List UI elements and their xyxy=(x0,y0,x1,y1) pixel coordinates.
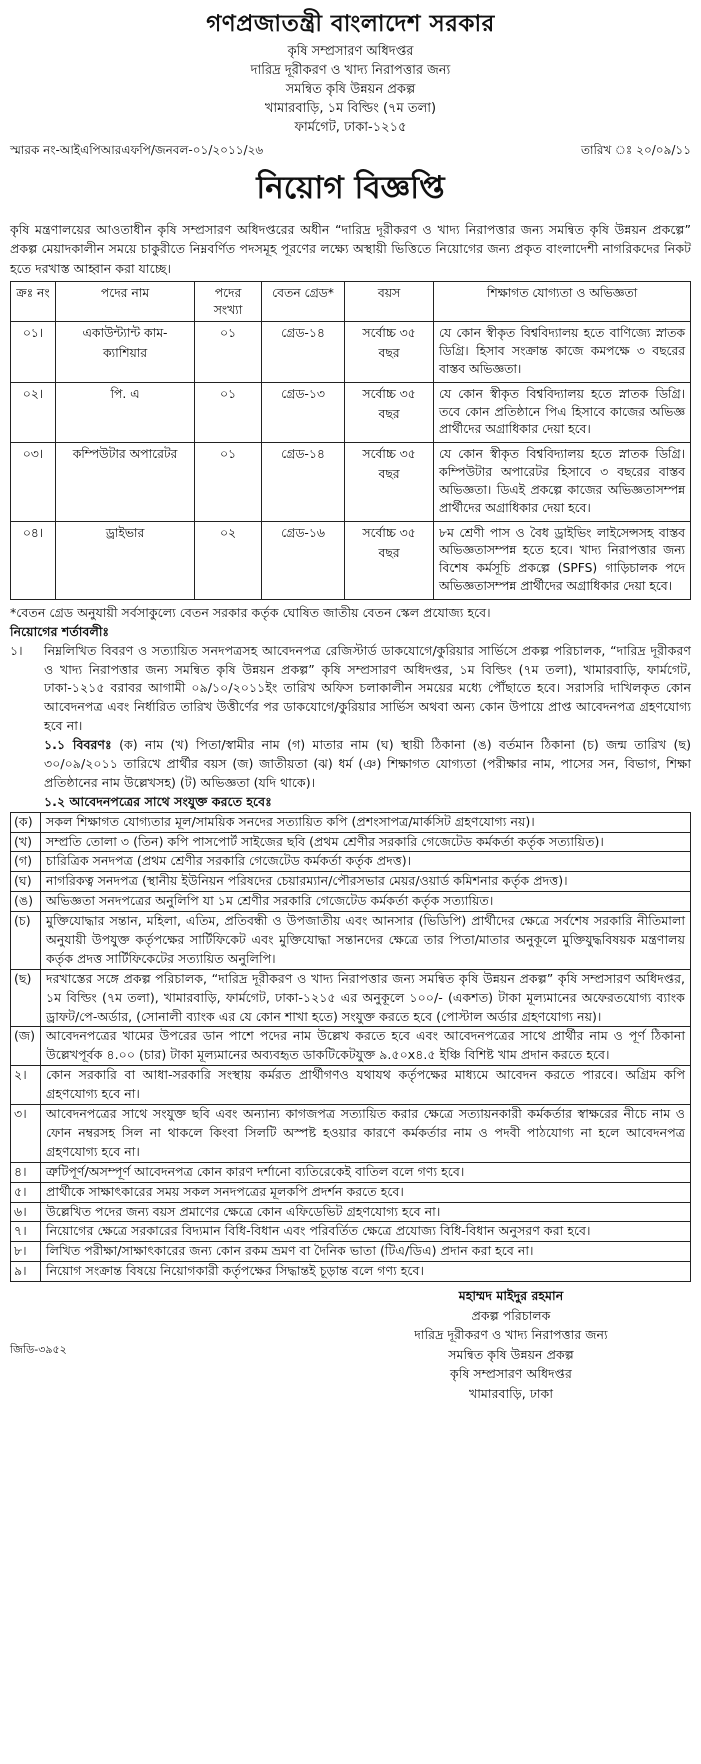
item-text: চারিত্রিক সনদপত্র (প্রথম শ্রেণীর সরকারি গেজেটেড কর্মকর্তা কর্তৃক প্রদত্ত)। xyxy=(46,853,412,869)
list-item xyxy=(11,970,690,1028)
item-letter: (ঙ) xyxy=(11,892,41,911)
item-letter: (ছ) xyxy=(11,970,41,1027)
item-text: প্রার্থীকে সাক্ষাৎকারের সময় সকল সনদপত্রের মূলকপি প্রদর্শন করতে হবে। xyxy=(46,1183,404,1199)
row-grade: গ্রেড-১৪ xyxy=(262,322,345,382)
item-text: উল্লেখিত পদের জন্য বয়স প্রমাণের ক্ষেত্রে কোন এফিডেভিট গ্রহণযোগ্য হবে না। xyxy=(46,1203,441,1219)
details-label: ১.১ বিবরণঃ xyxy=(44,737,112,753)
row-post: একাউন্ট্যান্ট কাম-ক্যাশিয়ার xyxy=(56,322,195,382)
signatory-line-1: দারিদ্র দূরীকরণ ও খাদ্য নিরাপত্তার জন্য xyxy=(414,1327,608,1343)
item-number: ৪। xyxy=(11,1163,41,1182)
item-text: আবেদনপত্রের খামের উপরের ডান পাশে পদের নাম উল্লেখ করতে হবে এবং আবেদনপত্রের সাথে প্রার্থীর নাম ও পূর্ণ ঠিকানা উল্লেখপূর্বক ৪.০০ (চার) টাকা মূল্যমানের অব্যবহৃত ডাকটিকেটযুক্ত ৯.৫০x৪.৫ ইঞ্চি বিশিষ্ট খাম প্রদান করতে হবে। xyxy=(46,1028,685,1063)
row-serial: ০২। xyxy=(11,382,56,442)
table-row xyxy=(11,521,691,599)
list-item xyxy=(11,1066,690,1105)
item-text: আবেদনপত্রের সাথে সংযুক্ত ছবি এবং অন্যান্য কাগজপত্র সত্যায়িত করার ক্ষেত্রে সত্যায়নকারী কর্মকর্তার স্বাক্ষরের নীচে নাম ও ফোন নম্বরসহ সিল না থাকলে কিংবা সিলটি অস্পষ্ট হওয়ার কারণে কর্মকর্তার নাম ও পদবী পাঠযোগ্য না হলে আবেদনপত্র গ্রহণযোগ্য হবে না। xyxy=(46,1106,685,1159)
row-grade: গ্রেড-১৩ xyxy=(262,382,345,442)
item-text: সম্প্রতি তোলা ৩ (তিন) কপি পাসপোর্ট সাইজের ছবি (প্রথম শ্রেণীর সরকারি গেজেটেড কর্মকর্তা কর্তৃক সত্যায়িত)। xyxy=(46,833,604,849)
condition-text: নিম্নলিখিত বিবরণ ও সত্যায়িত সনদপত্রসহ আবেদনপত্র রেজিস্টার্ড ডাকযোগে/কুরিয়ার সার্ভিসে প্রকল্প পরিচালক, “দারিদ্র দূরীকরণ ও খাদ্য নিরাপত্তার জন্য সমন্বিত কৃষি উন্নয়ন প্রকল্প” কৃষি সম্প্রসারণ অধিদপ্তর, ১ম বিল্ডিং (৭ম তলা), খামারবাড়ি, ফার্মগেট, ঢাকা-১২১৫ বরাবর আগামী ০৯/১০/২০১১ইং তারিখ অফিস চলাকালীন সময়ের মধ্যে পৌঁছাতে হবে। সরাসরি দাখিলকৃত কোন আবেদনপত্র এবং নির্ধারিত তারিখ উত্তীর্ণের পর ডাকযোগে/কুরিয়ার সার্ভিস অথবা অন্য কোন উপায়ে প্রাপ্ত আবেদনপত্র গ্রহণযোগ্য হবে না। xyxy=(44,642,691,734)
col-post: পদের নাম xyxy=(56,282,195,322)
item-text: নিয়োগ সংক্রান্ত বিষয়ে নিয়োগকারী কর্তৃপক্ষের সিদ্ধান্তই চূড়ান্ত বলে গণ্য হবে। xyxy=(46,1263,424,1279)
signatory-name: মহাম্মদ মাইদুর রহমান xyxy=(458,1288,564,1304)
item-number: ৫। xyxy=(11,1183,41,1202)
item-letter: (গ) xyxy=(11,852,41,871)
posts-table xyxy=(10,281,691,600)
department-name: কৃষি সম্প্রসারণ অধিদপ্তর xyxy=(287,44,414,60)
item-text: ত্রুটিপূর্ণ/অসম্পূর্ণ আবেদনপত্র কোন কারণ দর্শানো ব্যতিরেকেই বাতিল বলে গণ্য হবে। xyxy=(46,1163,465,1179)
row-count: ০১ xyxy=(195,443,262,521)
item-number: ৩। xyxy=(11,1105,41,1162)
memo-row xyxy=(10,142,691,162)
government-name: গণপ্রজাতন্ত্রী বাংলাদেশ সরকার xyxy=(206,11,495,37)
row-qualification: যে কোন স্বীকৃত বিশ্ববিদ্যালয় হতে স্নাতক ডিগ্রি। কম্পিউটার অপারেটর হিসাবে ৩ বছরের বাস্তব অভিজ্ঞতা। ডিএই প্রকল্পে কাজের অভিজ্ঞতাসম্পন্ন প্রার্থীদের অগ্রাধিকার দেয়া হবে। xyxy=(434,443,691,521)
signatory-line-2: সমন্বিত কৃষি উন্নয়ন প্রকল্প xyxy=(448,1346,574,1362)
signatory-line-4: খামারবাড়ি, ঢাকা xyxy=(469,1385,553,1401)
row-grade: গ্রেড-১৬ xyxy=(262,521,345,599)
item-number: ৭। xyxy=(11,1222,41,1241)
item-letter: (চ) xyxy=(11,912,41,969)
row-post: ড্রাইভার xyxy=(56,521,195,599)
row-count: ০১ xyxy=(195,322,262,382)
list-item xyxy=(11,813,690,833)
row-post: পি. এ xyxy=(56,382,195,442)
row-age: সর্বোচ্চ ৩৫ বছর xyxy=(345,382,434,442)
footer xyxy=(10,1286,691,1401)
row-qualification: যে কোন স্বীকৃত বিশ্ববিদ্যালয় হতে বাণিজ্যে স্নাতক ডিগ্রি। হিসাব সংক্রান্ত কাজে কমপক্ষে ৩ বছরের বাস্তব অভিজ্ঞতা। xyxy=(434,322,691,382)
details-text: (ক) নাম (খ) পিতা/স্বামীর নাম (গ) মাতার নাম (ঘ) স্থায়ী ঠিকানা (ঙ) বর্তমান ঠিকানা (চ) জন্ম তারিখ (ছ) ৩০/০৯/২০১১ তারিখে প্রার্থীর বয়স (জ) জাতীয়তা (ঝ) ধর্ম (ঞ) শিক্ষাগত যোগ্যতা (পরীক্ষার নাম, পাসের সন, বিভাগ, শিক্ষা প্রতিষ্ঠানের নাম উল্লেখসহ) (ট) অভিজ্ঞতা (যদি থাকে)। xyxy=(44,737,691,790)
list-item xyxy=(11,912,690,970)
table-row xyxy=(11,382,691,442)
row-serial: ০৪। xyxy=(11,521,56,599)
list-item xyxy=(11,1222,690,1242)
item-letter: (ঘ) xyxy=(11,872,41,891)
details-subsection xyxy=(10,736,691,793)
col-grade: বেতন গ্রেড* xyxy=(262,282,345,322)
item-letter: (ক) xyxy=(11,813,41,832)
item-number: ৬। xyxy=(11,1203,41,1222)
table-header-row xyxy=(11,282,691,322)
row-qualification: ৮ম শ্রেণী পাস ও বৈধ ড্রাইভিং লাইসেন্সসহ বাস্তব অভিজ্ঞতাসম্পন্ন হতে হবে। খাদ্য নিরাপত্তার জন্য বিশেষ কর্মসূচি প্রকল্পে (SPFS) গাড়িচালক পদে অভিজ্ঞতাসম্পন্ন প্রার্থীদের অগ্রাধিকার দেয়া হবে। xyxy=(434,521,691,599)
item-letter: (জ) xyxy=(11,1027,41,1065)
col-qualification: শিক্ষাগত যোগ্যতা ও অভিজ্ঞতা xyxy=(434,282,691,322)
list-item xyxy=(11,852,690,872)
list-item xyxy=(11,892,690,912)
item-text: নিয়োগের ক্ষেত্রে সরকারের বিদ্যমান বিধি-বিধান এবং পরিবর্তিত ক্ষেত্রে প্রযোজ্য বিধি-বিধান অনুসরণ করা হবে। xyxy=(46,1223,591,1239)
item-text: দরখাস্তের সঙ্গে প্রকল্প পরিচালক, “দারিদ্র দূরীকরণ ও খাদ্য নিরাপত্তার জন্য সমন্বিত কৃষি উন্নয়ন প্রকল্প” কৃষি সম্প্রসারণ অধিদপ্তর, ১ম বিল্ডিং (৭ম তলা), খামারবাড়ি, ফার্মগেট, ঢাকা-১২১৫ এর অনুকূলে ১০০/- (একশত) টাকা মূল্যমানের অফেরতযোগ্য ব্যাংক ড্রাফট/পে-অর্ডার, (সোনালী ব্যাংক এর যে কোন শাখা হতে) সংযুক্ত করতে হবে (পোস্টাল অর্ডার গ্রহণযোগ্য নয়)। xyxy=(46,970,685,1024)
address-line-2: ফার্মগেট, ঢাকা-১২১৫ xyxy=(294,119,407,135)
row-post: কম্পিউটার অপারেটর xyxy=(56,443,195,521)
condition-number: ১। xyxy=(10,642,23,658)
item-text: লিখিত পরীক্ষা/সাক্ষাৎকারের জন্য কোন রকম ভ্রমণ বা দৈনিক ভাতা (টিএ/ডিএ) প্রদান করা হবে না। xyxy=(46,1243,534,1259)
list-item xyxy=(11,833,690,853)
list-item xyxy=(11,1262,690,1281)
list-item xyxy=(11,1242,690,1262)
project-line-1: দারিদ্র দূরীকরণ ও খাদ্য নিরাপত্তার জন্য xyxy=(250,63,451,79)
item-number: ৮। xyxy=(11,1242,41,1261)
item-number: ৯। xyxy=(11,1262,41,1281)
list-item xyxy=(11,1163,690,1183)
item-letter: (খ) xyxy=(11,833,41,852)
row-serial: ০১। xyxy=(11,322,56,382)
letterhead xyxy=(10,8,691,138)
general-conditions-list xyxy=(10,1066,691,1282)
gd-number: জিডি-৩৯৫২ xyxy=(10,1343,67,1357)
item-text: মুক্তিযোদ্ধার সন্তান, মহিলা, এতিম, প্রতিবন্ধী ও উপজাতীয় এবং আনসার (ভিডিপি) প্রার্থীদের ক্ষেত্রে সর্বশেষ সরকারি নীতিমালা অনুযায়ী উপযুক্ত কর্তৃপক্ষের সার্টিফিকেট এবং মুক্তিযোদ্ধা সন্তানদের ক্ষেত্রে তার পিতা/মাতার অনুকূলে মুক্তিযুদ্ধবিষয়ক মন্ত্রণালয় কর্তৃক প্রদত্ত সার্টিফিকেটের সত্যায়িত অনুলিপি। xyxy=(46,913,685,966)
row-age: সর্বোচ্চ ৩৫ বছর xyxy=(345,322,434,382)
intro-paragraph: কৃষি মন্ত্রণালয়ের আওতাধীন কৃষি সম্প্রসারণ অধিদপ্তরের অধীন “দারিদ্র দূরীকরণ ও খাদ্য নিরাপত্তার জন্য সমন্বিত কৃষি উন্নয়ন প্রকল্পে” প্রকল্প মেয়াদকালীন সময়ে চাকুরীতে নিম্নবর্ণিত পদসমূহ পূরণের লক্ষ্যে অস্থায়ী ভিত্তিতে নিয়োগের জন্য প্রকৃত বাংলাদেশী নাগরিকদের নিকট হতে দরখাস্ত আহ্বান করা যাচ্ছে। xyxy=(10,221,691,276)
memo-number: স্মারক নং-আইএপিআরএফপি/জনবল-০১/২০১১/২৬ xyxy=(10,142,264,157)
col-serial: ক্রঃ নং xyxy=(11,282,56,322)
row-age: সর্বোচ্চ ৩৫ বছর xyxy=(345,443,434,521)
table-row xyxy=(11,443,691,521)
address-line-1: খামারবাড়ি, ১ম বিল্ডিং (৭ম তলা) xyxy=(264,100,437,116)
item-number: ২। xyxy=(11,1066,41,1104)
list-item xyxy=(11,1183,690,1203)
item-text: কোন সরকারি বা আধা-সরকারি সংস্থায় কর্মরত প্রার্থীগণও যথাযথ কর্তৃপক্ষের মাধ্যমে আবেদন করতে পারবে। অগ্রিম কপি গ্রহণযোগ্য হবে না। xyxy=(46,1067,685,1102)
conditions-title: নিয়োগের শর্তাবলীঃ xyxy=(10,623,110,639)
table-row xyxy=(11,322,691,382)
list-item xyxy=(11,1203,690,1223)
signature-block xyxy=(361,1286,661,1403)
signatory-designation: প্রকল্প পরিচালক xyxy=(471,1307,551,1323)
notice-page xyxy=(10,0,691,1401)
row-age: সর্বোচ্চ ৩৫ বছর xyxy=(345,521,434,599)
col-age: বয়স xyxy=(345,282,434,322)
item-text: অভিজ্ঞতা সনদপত্রের অনুলিপি যা ১ম শ্রেণীর সরকারি গেজেটেড কর্মকর্তা কর্তৃক সত্যায়িত। xyxy=(46,893,494,909)
list-item xyxy=(11,1105,690,1163)
list-item xyxy=(11,1027,690,1065)
row-grade: গ্রেড-১৪ xyxy=(262,443,345,521)
attachments-list xyxy=(10,812,691,1067)
salary-note: *বেতন গ্রেড অনুযায়ী সর্বসাকুল্যে বেতন সরকার কর্তৃক ঘোষিত জাতীয় বেতন স্কেল প্রযোজ্য হবে। xyxy=(10,604,491,620)
project-line-2: সমন্বিত কৃষি উন্নয়ন প্রকল্প xyxy=(285,82,416,98)
notice-title: নিয়োগ বিজ্ঞপ্তি xyxy=(256,169,445,206)
signatory-line-3: কৃষি সম্প্রসারণ অধিদপ্তর xyxy=(450,1366,572,1382)
list-item xyxy=(11,872,690,892)
attachments-title: ১.২ আবেদনপত্রের সাথে সংযুক্ত করতে হবেঃ xyxy=(44,793,272,809)
item-text: সকল শিক্ষাগত যোগ্যতার মূল/সাময়িক সনদের সত্যায়িত কপি (প্রশংসাপত্র/মার্কসিট গ্রহণযোগ্য নয়)। xyxy=(46,813,535,829)
item-text: নাগরিকত্ব সনদপত্র (স্থানীয় ইউনিয়ন পরিষদের চেয়ারম্যান/পৌরসভার মেয়র/ওয়ার্ড কমিশনার কর্তৃক প্রদত্ত)। xyxy=(46,873,568,889)
row-count: ০১ xyxy=(195,382,262,442)
condition-1 xyxy=(10,642,691,736)
row-qualification: যে কোন স্বীকৃত বিশ্ববিদ্যালয় হতে স্নাতক ডিগ্রি। তবে কোন প্রতিষ্ঠানে পিএ হিসাবে কাজের অভিজ্ঞ প্রার্থীদের অগ্রাধিকার দেয়া হবে। xyxy=(434,382,691,442)
memo-date: তারিখ ঃ ২০/০৯/১১ xyxy=(580,142,691,157)
col-count: পদের সংখ্যা xyxy=(195,282,262,322)
row-count: ০২ xyxy=(195,521,262,599)
row-serial: ০৩। xyxy=(11,443,56,521)
